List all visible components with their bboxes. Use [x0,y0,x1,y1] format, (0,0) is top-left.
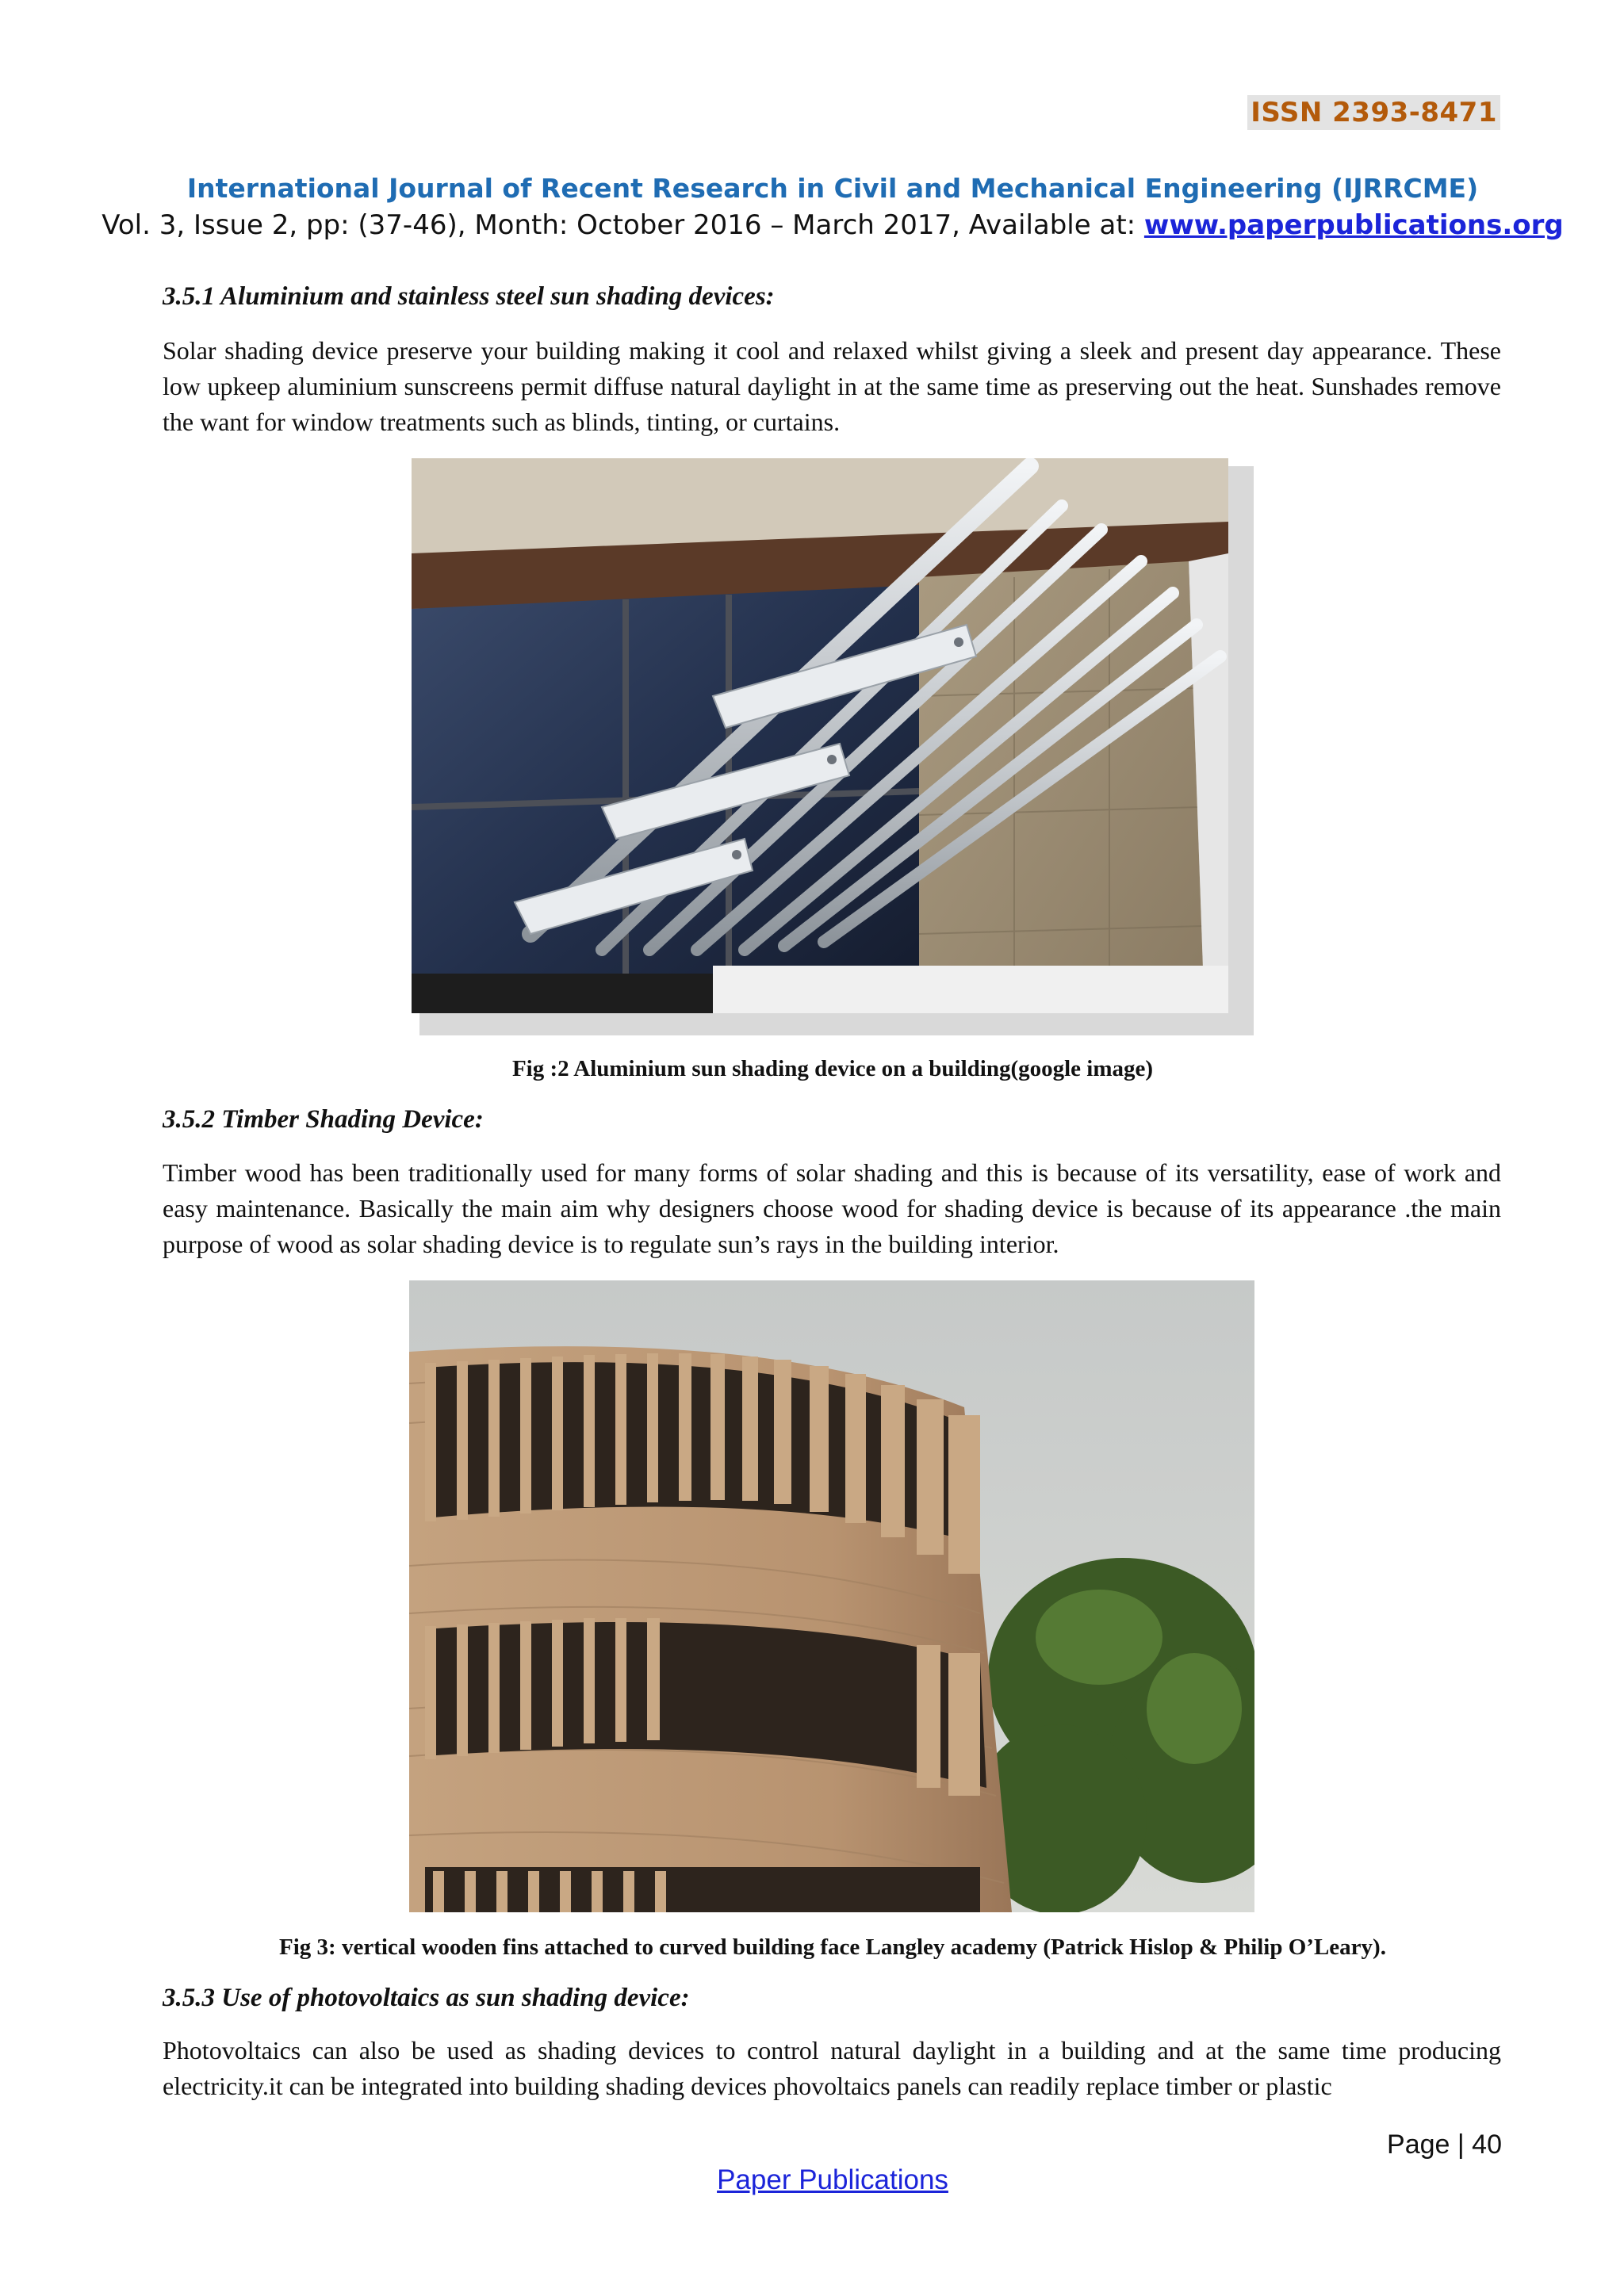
figure-caption-2: Fig :2 Aluminium sun shading device on a building(google image) [511,1056,1154,1081]
section-heading-3-5-1: 3.5.1 Aluminium and stainless steel sun shading devices: [163,282,775,311]
website-link[interactable]: www.paperpublications.org [1143,209,1564,241]
page-number: Page | 40 [1387,2130,1502,2160]
section-body-3-5-3: Photovoltaics can also be used as shading devices to control natural daylight in a building and at the same time producing electricity.it can be integrated into building shading devices phovoltaics panels can readily replace timber or plastic [163,2036,1501,2100]
figure-aluminium-shading [412,458,1254,1035]
section-heading-3-5-2: 3.5.2 Timber Shading Device: [163,1105,484,1134]
journal-volume-line [0,209,1624,241]
section-body-3-5-2: Timber wood has been traditionally used for many forms of solar shading and this is because of its versatility, ease of work and easy maintenance. Basically the main aim why designers choose wood for shading device is because of its appearance .the main purpose of wood as solar shading device is to regulate sun’s rays in the building interior. [163,1158,1501,1258]
publisher-link[interactable]: Paper Publications [717,2164,948,2195]
footer [0,2164,1624,2196]
figure-caption-3: Fig 3: vertical wooden fins attached to curved building face Langley academy (Patrick Hislop & Philip O’Leary). [279,1934,1386,1960]
issn-label: ISSN 2393-8471 [1247,95,1500,130]
volume-text: Vol. 3, Issue 2, pp: (37-46), Month: October 2016 – March 2017, Available at: [102,209,1144,241]
section-heading-3-5-3: 3.5.3 Use of photovoltaics as sun shading device: [163,1984,690,2012]
figure-timber-fins-building [409,1280,1254,1912]
section-body-3-5-1: Solar shading device preserve your building making it cool and relaxed whilst giving a sleek and present day appearance. These low upkeep aluminium sunscreens permit diffuse natural daylight in at the same time as preserving out the heat. Sunshades remove the want for window treatments such as blinds, tinting, or curtains. [163,336,1501,436]
journal-title: International Journal of Recent Research in Civil and Mechanical Engineering (IJRRCME) [186,173,1479,204]
